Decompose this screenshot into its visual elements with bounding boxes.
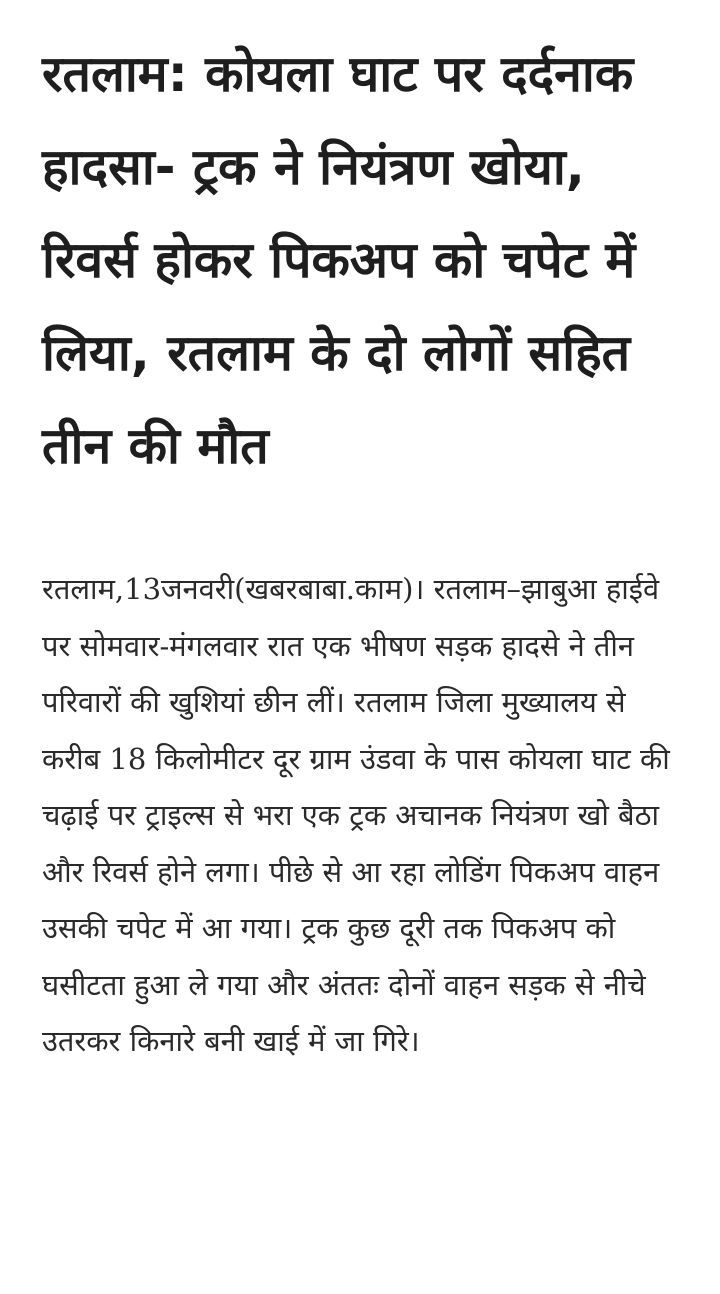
article-headline: रतलाम: कोयला घाट पर दर्दनाक हादसा- ट्रक ने नियंत्रण खोया, रिवर्स होकर पिकअप को चपेट में लिया, रतलाम के दो लोगों सहित तीन की मौत [42, 45, 636, 475]
article-body: रतलाम,13जनवरी(खबरबाबा.काम)। रतलाम–झाबुआ हाईवे पर सोमवार-मंगलवार रात एक भीषण सड़क हादसे ने तीन परिवारों की खुशियां छीन लीं। रतलाम जिला मुख्यालय से करीब 18 किलोमीटर दूर ग्राम उंडवा के पास कोयला घाट की चढ़ाई पर ट्राइल्स से भरा एक ट्रक अचानक नियंत्रण खो बैठा और रिवर्स होने लगा। पीछे से आ रहा लोडिंग पिकअप वाहन उसकी चपेट में आ गया। ट्रक कुछ दूरी तक पिकअप को घसीटता हुआ ले गया और अंततः दोनों वाहन सड़क से नीचे उतरकर किनारे बनी खाई में जा गिरे। [42, 572, 670, 1058]
